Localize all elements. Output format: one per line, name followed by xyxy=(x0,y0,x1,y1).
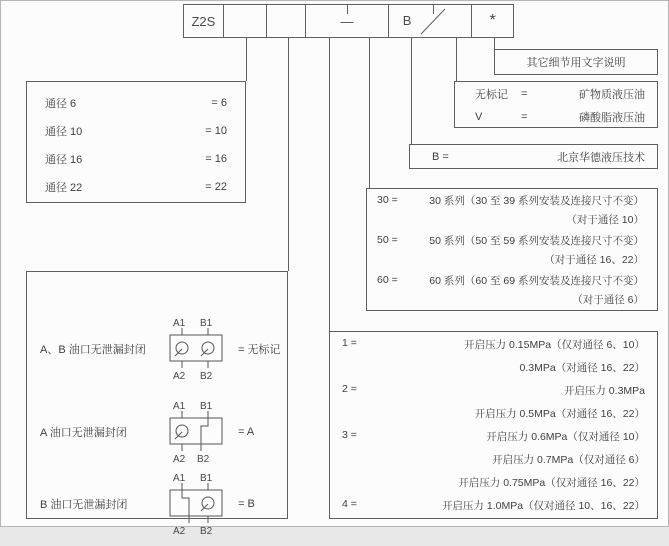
pressure-desc: 开启压力 0.6MPa（仅对通径 10） xyxy=(486,431,645,443)
connector-line-oil xyxy=(456,38,457,81)
seal-code: = A xyxy=(238,426,255,438)
code-cell-series-pressure xyxy=(306,5,389,37)
seal-label: A、B 油口无泄漏封闭 xyxy=(40,344,146,356)
valve-symbol-both-check-icon xyxy=(166,317,230,381)
connector-line-series xyxy=(369,38,370,188)
code-cell-other-detail: * xyxy=(489,12,496,29)
pressure-code: 2 = xyxy=(342,383,357,395)
equals-sign: = xyxy=(521,87,528,100)
pressure-desc: 开启压力 1.0MPa（仅对通径 10、16、22） xyxy=(441,500,645,512)
bore-code: = 10 xyxy=(205,125,227,137)
svg-text:B1: B1 xyxy=(200,318,213,329)
oil-row xyxy=(475,82,645,105)
pressure-desc: 开启压力 0.75MPa（仅对通径 16、22） xyxy=(458,477,645,489)
bore-code: = 16 xyxy=(205,153,227,165)
pressure-desc: 开启压力 0.15MPa（仅对通径 6、10） xyxy=(464,339,645,351)
connector-line-detail xyxy=(494,38,495,49)
connector-line-brand xyxy=(411,38,412,144)
pressure-desc: 0.3MPa（对通径 16、22） xyxy=(519,362,645,374)
valve-symbol-a-check-icon xyxy=(166,400,230,464)
seal-row xyxy=(27,296,287,402)
valve-symbol-b-check-icon xyxy=(166,472,230,536)
model-code-strip xyxy=(183,4,514,38)
bore-label: 通径 16 xyxy=(45,154,83,166)
oil-code: 无标记 xyxy=(475,88,508,101)
bore-code: = 6 xyxy=(211,97,227,109)
pressure-desc: 开启压力 0.7MPa（仅对通径 6） xyxy=(492,454,645,466)
svg-text:B2: B2 xyxy=(197,454,210,465)
svg-text:B2: B2 xyxy=(200,526,213,537)
seal-row xyxy=(27,462,287,546)
bore-code: = 22 xyxy=(205,181,227,193)
bore-row xyxy=(45,173,227,201)
pressure-row xyxy=(342,495,645,518)
code-cell-bore xyxy=(224,5,267,37)
series-row xyxy=(377,230,644,250)
other-details-box xyxy=(494,49,658,75)
svg-text:A1: A1 xyxy=(173,401,186,412)
bore-row xyxy=(45,117,227,145)
brand-code-letter: B xyxy=(402,13,412,28)
other-details-text: 其它细节用文字说明 xyxy=(526,57,626,69)
svg-text:A2: A2 xyxy=(173,371,186,382)
series-note: （对于通径 10） xyxy=(566,214,644,226)
code-cell-seal xyxy=(267,5,307,37)
bore-row xyxy=(45,89,227,117)
series-desc: 60 系列（60 至 69 系列安装及连接尺寸不变） xyxy=(429,274,644,287)
oil-code: V xyxy=(475,110,483,123)
series-code: 60 = xyxy=(377,274,398,286)
pressure-code: 4 = xyxy=(342,498,357,510)
series-desc: 50 系列（50 至 59 系列安装及连接尺寸不变） xyxy=(429,234,644,247)
seal-label: B 油口无泄漏封闭 xyxy=(40,499,128,511)
brand-name: 北京华德液压技术 xyxy=(557,151,645,164)
pressure-row xyxy=(342,380,645,426)
cracking-pressure-legend-box xyxy=(329,331,658,519)
series-code: 30 = xyxy=(377,194,398,206)
seal-label: A 油口无泄漏封闭 xyxy=(40,427,127,439)
oil-name: 磷酸脂液压油 xyxy=(579,111,645,124)
oil-row xyxy=(475,105,645,128)
oil-name: 矿物质液压油 xyxy=(579,88,645,101)
svg-text:B2: B2 xyxy=(200,371,213,382)
seal-row xyxy=(27,401,287,465)
svg-text:B1: B1 xyxy=(200,401,213,412)
connector-line-bore xyxy=(246,38,247,81)
series-note: （对于通径 16、22） xyxy=(544,254,644,266)
pressure-code: 1 = xyxy=(342,337,357,349)
pressure-desc: 开启压力 0.5MPa（对通径 16、22） xyxy=(474,408,645,420)
pressure-desc: 开启压力 0.3MPa xyxy=(563,385,645,397)
svg-text:A1: A1 xyxy=(173,473,186,484)
pressure-code: 3 = xyxy=(342,429,357,441)
bore-size-legend-box xyxy=(26,81,246,203)
svg-text:A1: A1 xyxy=(173,318,186,329)
seal-config-legend-box xyxy=(26,271,288,537)
dash-placeholder: — xyxy=(340,13,354,29)
bore-label: 通径 6 xyxy=(45,98,77,110)
code-cell-brand-oil xyxy=(389,5,472,37)
bore-row xyxy=(45,145,227,173)
seal-code: = 无标记 xyxy=(238,344,281,356)
series-legend-box xyxy=(366,188,658,311)
series-code: 50 = xyxy=(377,234,398,246)
brand-legend-box xyxy=(409,144,658,169)
connector-line-seal xyxy=(288,38,289,271)
bore-label: 通径 10 xyxy=(45,126,83,138)
svg-text:B1: B1 xyxy=(200,473,213,484)
pressure-row xyxy=(342,334,645,380)
series-desc: 30 系列（30 至 39 系列安装及连接尺寸不变） xyxy=(429,194,644,207)
code-cell-prefix: Z2S xyxy=(184,5,224,37)
connector-line-pressure xyxy=(329,38,330,331)
seal-code: = B xyxy=(238,498,255,510)
half-divider-tick xyxy=(347,5,348,14)
strikethrough-slash-icon xyxy=(389,5,473,37)
series-row xyxy=(377,190,644,210)
series-note: （对于通径 6） xyxy=(572,294,644,306)
series-row xyxy=(377,270,644,290)
brand-code: B = xyxy=(432,150,449,163)
oil-type-legend-box xyxy=(454,81,658,128)
svg-text:A2: A2 xyxy=(173,526,186,537)
svg-text:A2: A2 xyxy=(173,454,186,465)
bore-label: 通径 22 xyxy=(45,182,83,194)
equals-sign: = xyxy=(521,110,528,123)
pressure-row xyxy=(342,426,645,495)
